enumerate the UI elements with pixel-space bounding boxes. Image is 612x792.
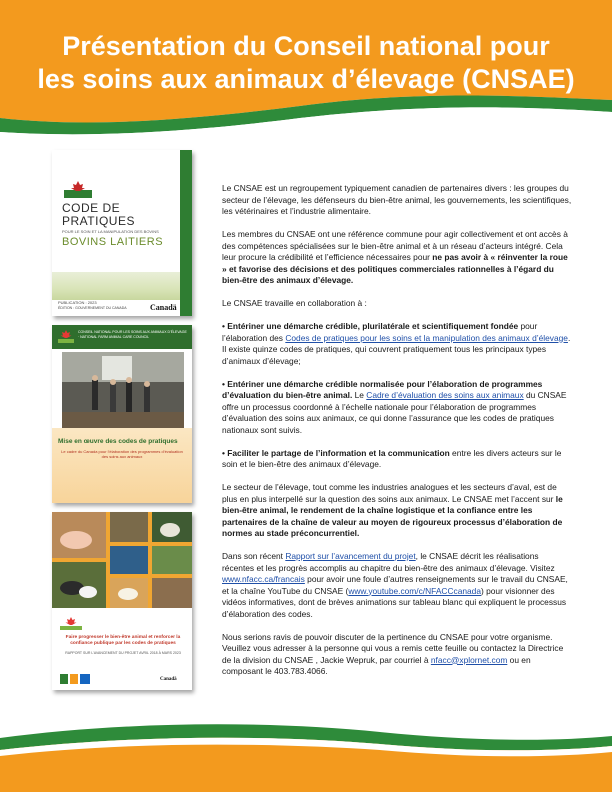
maple-leaf-icon xyxy=(58,329,74,343)
canada-wordmark: Canadä xyxy=(150,303,177,312)
cover3-photo-grid xyxy=(52,512,192,608)
bullet-information-text: entre les divers acteurs sur le soin et le bien-être des animaux d’élevage. xyxy=(222,447,562,469)
bullet-evaluation-bold: • Entériner une démarche crédible normalisée pour l’élaboration de programmes d’évaluation du bien-être animal. xyxy=(222,378,543,400)
page-title xyxy=(0,30,612,96)
cover1-title xyxy=(62,202,135,228)
cover2-header-text: CONSEIL NATIONAL POUR LES SOINS AUX ANIMAUX D'ÉLEVAGE · NATIONAL FARM ANIMAL CARE COUNCIL xyxy=(78,330,187,339)
maple-leaf-icon xyxy=(60,616,82,630)
bullet-evaluation-text: Le xyxy=(352,390,367,400)
cover1-big-title: BOVINS LAITIERS xyxy=(62,236,164,248)
cover3-subtitle: RAPPORT SUR L’AVANCEMENT DU PROJET AVRIL 2018 À MARS 2023 xyxy=(65,651,181,655)
maple-leaf-icon xyxy=(64,180,92,198)
email-link[interactable]: nfacc@xplornet.com xyxy=(430,654,508,665)
bullet-codes xyxy=(222,321,572,367)
footer-wave-graphic xyxy=(0,712,612,792)
members-paragraph xyxy=(222,229,572,287)
collaboration-intro: Le CNSAE travaille en collaboration à : xyxy=(222,298,367,308)
cover1-field-image xyxy=(52,272,180,300)
bullet-codes-bold: • Entériner une démarche crédible, plurilatérale et scientifiquement fondée xyxy=(222,321,519,331)
footer-band xyxy=(0,712,612,792)
bullet-evaluation xyxy=(222,379,572,437)
contact-paragraph xyxy=(222,632,572,678)
cover2-barn-photo xyxy=(62,352,184,428)
contact-text-a: Nous serions ravis de pouvoir discuter de la pertinence du CNSAE pour votre organisme. Veuillez vous adresser à la personne qui vous a remis cette feuille ou contactez la Directrice de la division du CNSAE , Jackie Wepruk, par courriel à xyxy=(222,631,564,665)
members-bold-text: ne pas avoir à « réinventer la roue » et favorise des décisions et des politiques commerciales rationnelles à l’égard du bien-être des animaux d’élevage. xyxy=(222,252,568,285)
report-text-d: ) pour visionner des vidéos informatives, dont de brèves animations sur tableau blanc qui expliquent le processus d’élaboration des codes. xyxy=(222,585,567,619)
sector-bold-text: le bien-être animal, le rendement de la chaîne logistique et la confiance entre les partenaires de la chaîne de valeur au moyen de rigoureux processus d’élaboration de normes au stade préconcurrentiel. xyxy=(222,493,563,538)
youtube-channel-link[interactable]: www.youtube.com/c/NFACCcanada xyxy=(348,585,481,596)
barn-people-illustration xyxy=(62,352,184,428)
sector-paragraph xyxy=(222,482,572,540)
intro-paragraph: Le CNSAE est un regroupement typiquement canadien de partenaires divers : les groupes du secteur de l’élevage, les défenseurs du bien-être animal, les gouvernements, les scientifiques, les vétérinaires et l’industrie alimentaire. xyxy=(222,183,572,216)
title-line-2: les soins aux animaux d’élevage (CNSAE) xyxy=(37,64,575,94)
report-text-c: pour avoir une foule d’autres renseignements sur le travail du CNSAE, et la chaîne YouTube du CNSAE ( xyxy=(222,574,568,596)
cover1-title-line2: PRATIQUES xyxy=(62,214,135,228)
report-text-a: Dans son récent xyxy=(222,551,286,561)
animal-photos-collage xyxy=(52,512,192,608)
bullet-codes-text: pour l’élaboration des xyxy=(222,321,538,343)
cover-rapport-avancement xyxy=(52,512,192,690)
nfacc-website-link[interactable]: www.nfacc.ca/francais xyxy=(222,574,305,584)
cover2-title: Mise en œuvre des codes de pratiques xyxy=(58,438,178,445)
cover-mise-en-oeuvre xyxy=(52,325,192,503)
canada-wordmark: Canadä xyxy=(160,677,177,682)
cover2-subtitle: Le cadre du Canada pour l’élaboration des programmes d’évaluation des soins aux animaux xyxy=(61,449,183,459)
cover1-green-stripe xyxy=(180,150,192,316)
partner-logos xyxy=(60,674,90,684)
bullet-information-bold: • Faciliter le partage de l’information et la communication xyxy=(222,447,450,458)
report-paragraph xyxy=(222,551,572,620)
main-content xyxy=(222,183,572,689)
sector-text: Le secteur de l’élevage, tout comme les industries analogues et les secteurs d’aval, est de plus en plus interpellé sur la question des soins aux animaux. Le CNSAE met l’accent sur xyxy=(222,482,557,504)
cover1-subtitle: POUR LE SOIN ET LA MANIPULATION DES BOVINS xyxy=(62,229,159,234)
bullet-codes-text-2: . Il existe quinze codes de pratiques, qui couvrent pratiquement tous les principaux types d’animaux d’élevage; xyxy=(222,332,571,366)
cover1-foot-1: PUBLICATION : 2023 xyxy=(58,300,97,305)
cover-code-de-pratiques xyxy=(52,150,192,316)
cover1-title-line1: CODE DE xyxy=(62,201,121,215)
header-band xyxy=(0,0,612,140)
report-text-b: , le CNSAE décrit les réalisations récentes et les progrès accomplis au chapitre du bien-être des animaux d’élevage. Visitez xyxy=(222,551,555,573)
codes-de-pratiques-link[interactable]: Codes de pratiques pour les soins et la manipulation des animaux d’élevage xyxy=(285,332,568,343)
cadre-evaluation-link[interactable]: Cadre d’évaluation des soins aux animaux xyxy=(366,390,524,400)
bullet-information xyxy=(222,448,572,471)
bullet-evaluation-text-2: du CNSAE offre un processus coordonné à l’échelle nationale pour l’élaboration de programmes d’évaluation des soins aux animaux, ce qui donne l’assurance que les codes de pratiques nationaux sont suivis. xyxy=(222,390,567,435)
rapport-avancement-link[interactable]: Rapport sur l’avancement du projet xyxy=(285,551,416,561)
cover1-foot-2: ÉDITION : GOUVERNEMENT DU CANADA xyxy=(58,306,127,310)
title-line-1: Présentation du Conseil national pour xyxy=(62,31,550,61)
members-text: Les membres du CNSAE ont une référence commune pour agir collectivement et ont accès à des compétences spécialisées sur le bien-être animal et à un réseau d’acteurs intégré. Cela leur procure la crédibilité et l’efficience nécessaires pour xyxy=(222,229,568,262)
contact-text-b: ou en composant le 403.783.4066. xyxy=(222,654,531,676)
cover3-title: Faire progresser le bien-être animal et renforcer la confiance publique par les codes de pratiques xyxy=(65,635,181,646)
